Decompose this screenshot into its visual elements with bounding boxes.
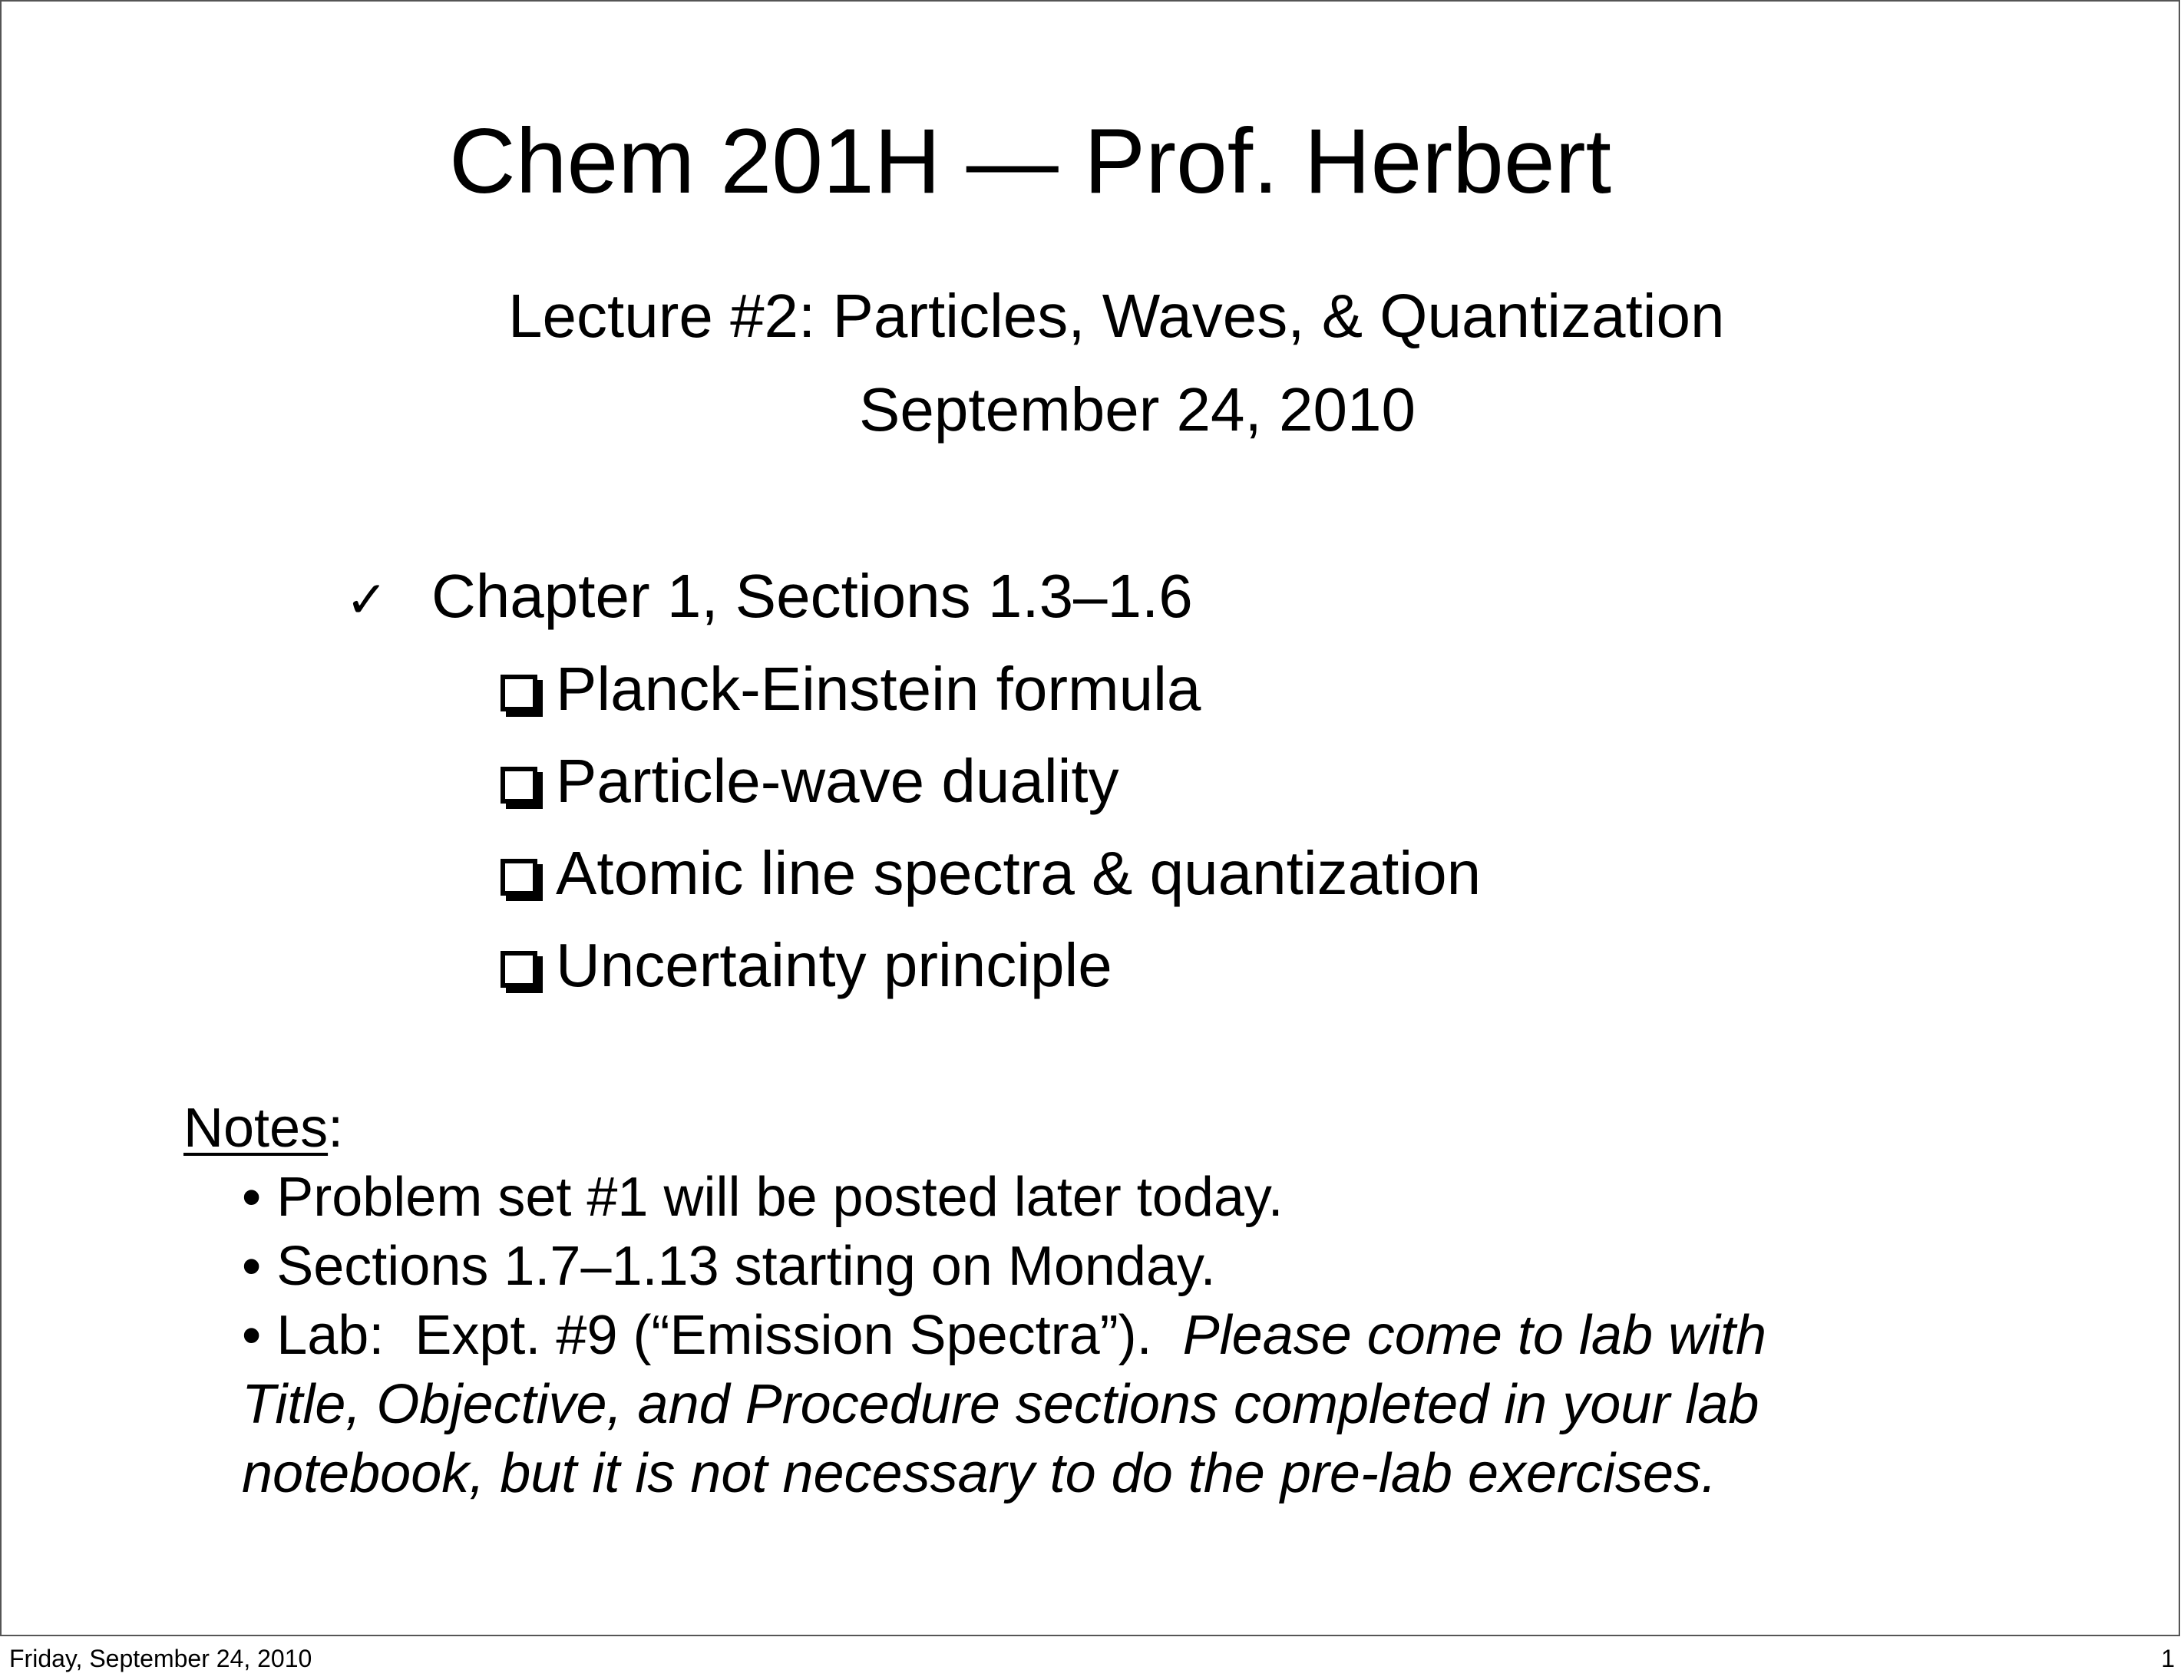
lab-instructions-line-2: Title, Objective, and Procedure sections completed in your lab bbox=[242, 1374, 1759, 1435]
checkbox-icon bbox=[501, 859, 537, 896]
note-item-lab bbox=[242, 1305, 1767, 1366]
checkbox-icon bbox=[501, 767, 537, 804]
topic-item bbox=[501, 839, 1482, 907]
chapter-line bbox=[345, 562, 1193, 630]
note-item: • Sections 1.7–1.13 starting on Monday. bbox=[242, 1236, 1216, 1297]
checkbox-icon bbox=[501, 675, 537, 711]
lecture-date: September 24, 2010 bbox=[859, 375, 1416, 444]
notes-heading-label: Notes bbox=[183, 1097, 329, 1159]
topic-label: Uncertainty principle bbox=[556, 931, 1112, 999]
notes-heading-colon: : bbox=[328, 1097, 344, 1159]
topic-item bbox=[501, 931, 1112, 999]
topic-item bbox=[501, 655, 1201, 723]
checkmark-icon: ✓ bbox=[345, 570, 388, 629]
slide-title-text: Chem 201H — Prof. Herbert bbox=[449, 110, 1611, 213]
topic-label: Particle-wave duality bbox=[556, 747, 1119, 815]
notes-heading bbox=[183, 1097, 344, 1159]
page-number: 1 bbox=[2161, 1645, 2175, 1672]
note-item: • Problem set #1 will be posted later today. bbox=[242, 1167, 1284, 1228]
checkbox-icon bbox=[501, 951, 537, 988]
lab-instructions-line-1: Please come to lab with bbox=[1182, 1305, 1767, 1366]
lab-instructions-line-3: notebook, but it is not necessary to do the pre-lab exercises. bbox=[242, 1443, 1717, 1504]
slide-title bbox=[2, 110, 2182, 213]
footer-date: Friday, September 24, 2010 bbox=[9, 1645, 312, 1672]
topic-label: Atomic line spectra & quantization bbox=[556, 839, 1482, 907]
chapter-label: Chapter 1, Sections 1.3–1.6 bbox=[431, 562, 1193, 630]
topic-label: Planck-Einstein formula bbox=[556, 655, 1201, 723]
topic-item bbox=[501, 747, 1119, 815]
lecture-subtitle: Lecture #2: Particles, Waves, & Quantization bbox=[508, 282, 1725, 350]
lab-prefix: • Lab: Expt. #9 (“Emission Spectra”). bbox=[242, 1305, 1183, 1366]
